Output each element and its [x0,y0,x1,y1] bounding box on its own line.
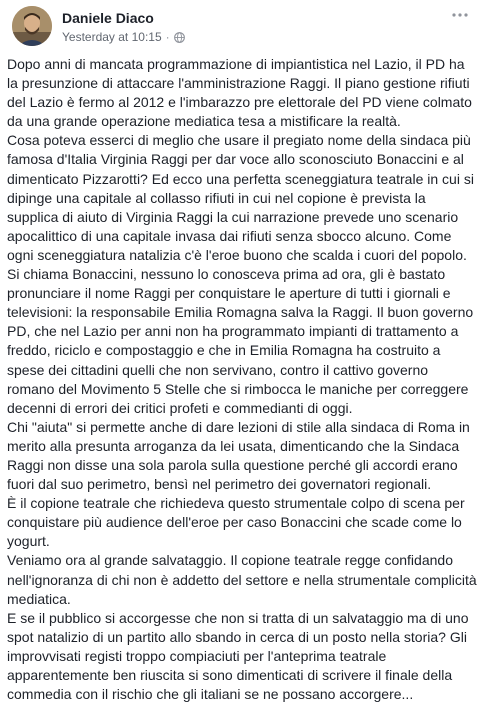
avatar[interactable] [12,6,52,46]
post-timestamp[interactable]: Yesterday at 10:15 [62,30,162,44]
globe-icon[interactable] [174,32,185,43]
author-name[interactable]: Daniele Diaco [62,10,154,26]
post-paragraph: Veniamo ora al grande salvataggio. Il copione teatrale regge confidando nell'ignoranza di chi non è addetto del settore e nella strumentale complicità mediatica. [7,552,477,607]
post-meta [62,30,185,44]
post-paragraph: E se il pubblico si accorgesse che non si tratta di un salvataggio ma di uno spot natalizio di un partito allo sbando in cerca di un posto nella storia? Gli improvvisati registi troppo compiaciuti per l'anteprima teatrale apparentemente ben riuscita si sono dimenticati di scrivere il finale della commedia con il rischio che gli italiani se ne possano accorgere... [7,609,469,703]
post-body [7,55,478,704]
more-horizontal-icon[interactable] [450,8,470,22]
post-paragraph: È il copione teatrale che richiedeva questo strumentale colpo di scena per conquistare più audience dell'eroe per caso Bonaccini che scade come lo yogurt. [7,495,465,550]
meta-separator: · [165,30,170,44]
post-header [12,6,470,48]
post-paragraph: Dopo anni di mancata programmazione di impiantistica nel Lazio, il PD ha la presunzione di attaccare l'amministrazione Raggi. Il piano gestione rifiuti del Lazio è fermo al 2012 e l'imbarazzo pre elettorale del PD viene colmato da una grande operazione mediatica tesa a mistificare la realtà. [7,56,472,130]
post-paragraph: Cosa poteva esserci di meglio che usare il pregiato nome della sindaca più famosa d'Italia Virginia Raggi per dar voce allo sconosciuto Bonaccini e al dimenticato Pizzarotti? Ed ecco una perfetta sceneggiatura teatrale in cui si dipinge una capitale al collasso rifiuti in cui nel copione è prevista la supplica di aiuto di Virginia Raggi la cui narrazione prevede uno scenario apocalittico di una capitale invasa dai rifiuti senza sbocco alcuno. Come ogni sceneggiatura natalizia c'è l'eroe buono che scalda i cuori del popolo. Si chiama Bonaccini, nessuno lo conosceva prima ad ora, gli è bastato pronunciare il nome Raggi per conquistare le aperture di tutti i giornali e televisioni: la responsabile Emilia Romagna salva la Raggi. Il buon governo PD, che nel Lazio per anni non ha programmato impianti di trattamento a freddo, riciclo e compostaggio e che in Emilia Romagna ha costruito a spese dei cittadini quelli che non servivano, contro il cattivo governo romano del Movimento 5 Stelle che si rimbocca le maniche per correggere decenni di errori dei critici profeti e commedianti di oggi. [7,132,474,416]
post-paragraph: Chi "aiuta" si permette anche di dare lezioni di stile alla sindaca di Roma in merito alla presunta arroganza da lei usata, dimenticando che la Sindaca Raggi non disse una sola parola sulla questione perché gli accordi erano fuori dal suo perimetro, bensì nel perimetro dei governatori regionali. [7,418,470,493]
